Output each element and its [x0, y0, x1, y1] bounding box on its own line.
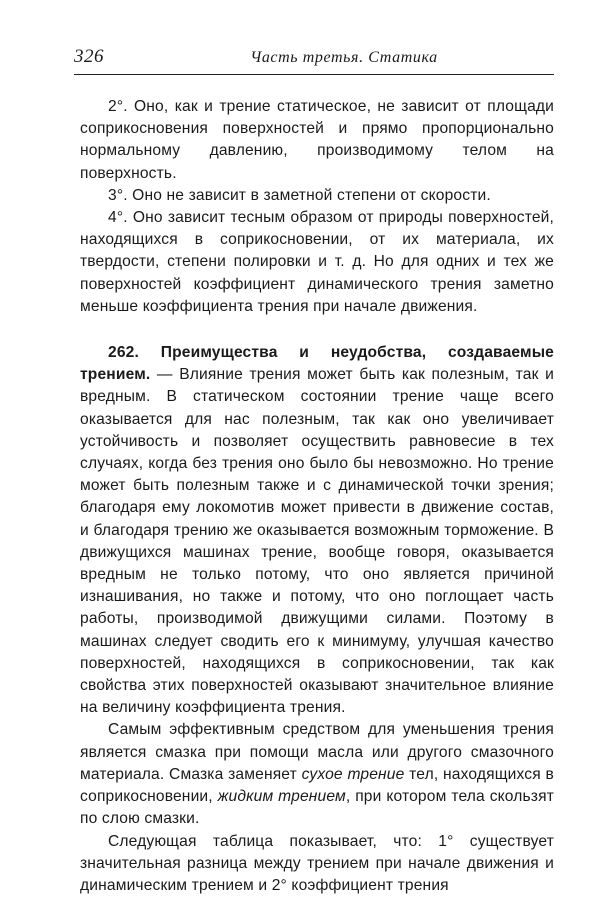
page-header [74, 40, 554, 75]
book-page [74, 40, 554, 900]
liquid-friction-term: жидким трением [217, 788, 346, 806]
paragraph-table-intro: Следующая таблица показывает, что: 1° существует значительная разница между трением при начале движения и динамическим трением и 2° коэффициент трения [80, 832, 554, 894]
lubrication-text-2: тел, находящихся в соприкосновении, [80, 765, 554, 806]
paragraph-property-2: 2°. Оно, как и трение статическое, не зависит от площади соприкосновения поверхностей и прямо пропорционально нормальному давлению, производимому телом на поверхность. [80, 98, 554, 182]
paragraph-property-3: 3°. Оно не зависит в заметной степени от скорости. [108, 186, 491, 204]
dry-friction-term: сухое трение [301, 765, 405, 783]
section-text: — Влияние трения может быть как полезным, так и вредным. В статическом состоянии трение чаще всего оказывается для нас полезным, так как оно увеличивает устойчивость и позволяет осуществить равновесие в тех случаях, когда без трения оно было бы невозможно. Но трение может быть полезным также и с динамической точки зрения; благодаря ему локомотив может привести в движение состав, и благодаря трению же оказывается возможным торможение. В движущихся машинах трение, вообще говоря, оказывается вредным не только потому, что оно является причиной изнашивания, но также и потому, что оно поглощает часть работы, производимой движущими силами. Поэтому в машинах следует сводить его к минимуму, улучшая качество поверхностей, находящихся в соприкосновении, так как свойства этих поверхностей оказывают значительное влияние на величину коэффициента трения. [80, 366, 554, 717]
page-number: 326 [74, 46, 104, 67]
lubrication-text-1: Самым эффективным средством для уменьшения трения является смазка при помощи масла или другого смазочного материала. Смазка заменяет [80, 721, 554, 783]
paragraph-lubrication [80, 719, 554, 830]
lubrication-text-3: , при котором тела скользят по слою смазки. [80, 788, 554, 828]
page-body [80, 96, 554, 897]
paragraph-property-4: 4°. Оно зависит тесным образом от природы поверхностей, находящихся в соприкосновении, от их материала, их твердости, степени полировки и т. д. Но для одних и тех же поверхностей коэффициент динамического трения заметно меньше коэффициента трения при начале движения. [80, 209, 554, 315]
running-title: Часть третья. Статика [250, 49, 438, 66]
section-262-paragraph [80, 342, 554, 719]
section-heading: 262. Преимущества и неудобства, создаваемые трением. [80, 344, 554, 384]
